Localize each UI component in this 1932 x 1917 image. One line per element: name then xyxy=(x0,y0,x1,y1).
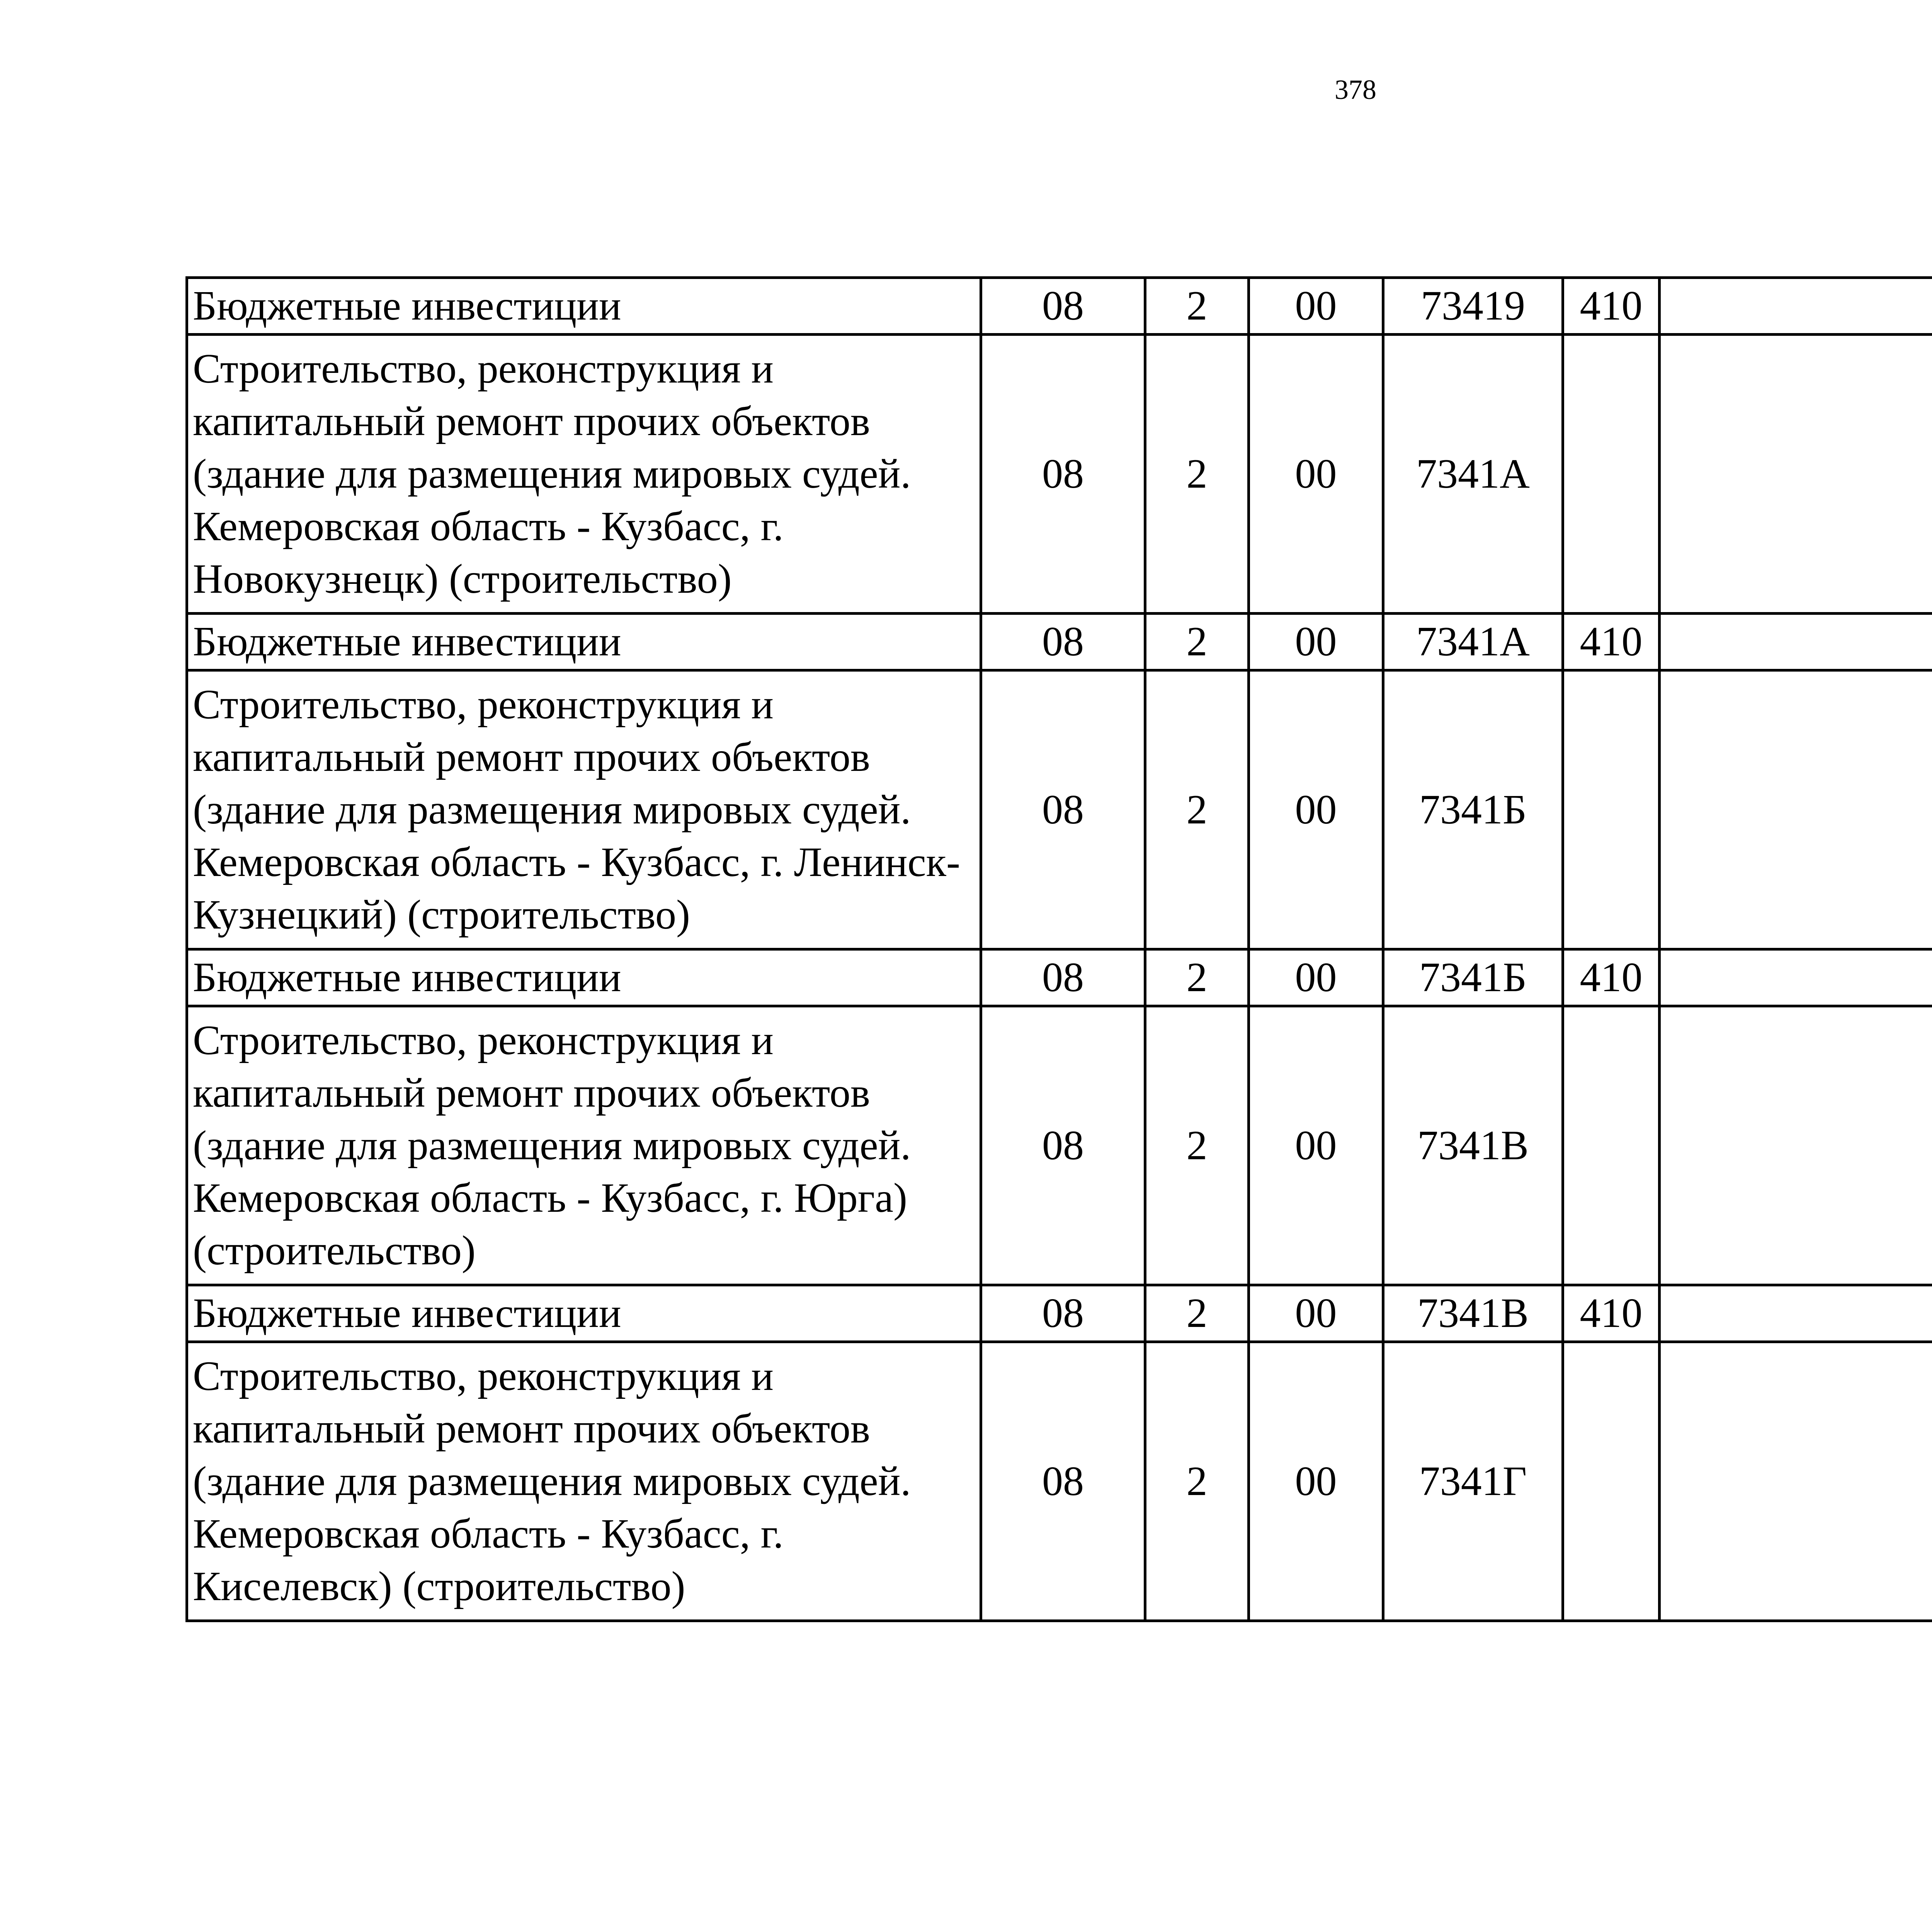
table-row xyxy=(187,670,1932,949)
type-cell: 410 xyxy=(1563,614,1660,670)
subprogram-cell: 00 xyxy=(1249,670,1383,949)
amount-cell-1 xyxy=(1660,614,1932,670)
subprogram-cell: 00 xyxy=(1249,278,1383,335)
program-cell: 2 xyxy=(1145,949,1249,1006)
section-cell: 08 xyxy=(981,670,1145,949)
row-name-cell: Строительство, реконструкция и капитальный ремонт прочих объектов (здание для размещения мировых судей. Кемеровская область - Кузбасс, г. Ленинск-Кузнецкий) (строительство) xyxy=(187,670,981,949)
code-cell: 7341Б xyxy=(1383,670,1563,949)
amount-cell-1 xyxy=(1660,670,1932,949)
row-name-cell: Строительство, реконструкция и капитальный ремонт прочих объектов (здание для размещения мировых судей. Кемеровская область - Кузбасс, г. Киселевск) (строительство) xyxy=(187,1342,981,1621)
row-name-cell: Бюджетные инвестиции xyxy=(187,278,981,335)
table-row xyxy=(187,614,1932,670)
table-row xyxy=(187,335,1932,614)
code-cell: 7341Г xyxy=(1383,1342,1563,1621)
section-cell: 08 xyxy=(981,1342,1145,1621)
program-cell: 2 xyxy=(1145,335,1249,614)
subprogram-cell: 00 xyxy=(1249,1006,1383,1285)
subprogram-cell: 00 xyxy=(1249,949,1383,1006)
section-cell: 08 xyxy=(981,949,1145,1006)
table-row xyxy=(187,278,1932,335)
program-cell: 2 xyxy=(1145,614,1249,670)
program-cell: 2 xyxy=(1145,1342,1249,1621)
code-cell: 7341В xyxy=(1383,1285,1563,1342)
program-cell: 2 xyxy=(1145,670,1249,949)
row-name-cell: Бюджетные инвестиции xyxy=(187,949,981,1006)
table-row xyxy=(187,1342,1932,1621)
section-cell: 08 xyxy=(981,278,1145,335)
amount-cell-1 xyxy=(1660,1285,1932,1342)
table-row xyxy=(187,1285,1932,1342)
section-cell: 08 xyxy=(981,1006,1145,1285)
row-name-cell: Строительство, реконструкция и капитальный ремонт прочих объектов (здание для размещения мировых судей. Кемеровская область - Кузбасс, г. Новокузнецк) (строительство) xyxy=(187,335,981,614)
type-cell xyxy=(1563,1342,1660,1621)
amount-cell-1 xyxy=(1660,1006,1932,1285)
type-cell xyxy=(1563,1006,1660,1285)
code-cell: 7341Б xyxy=(1383,949,1563,1006)
row-name-cell: Строительство, реконструкция и капитальный ремонт прочих объектов (здание для размещения мировых судей. Кемеровская область - Кузбасс, г. Юрга) (строительство) xyxy=(187,1006,981,1285)
subprogram-cell: 00 xyxy=(1249,335,1383,614)
section-cell: 08 xyxy=(981,1285,1145,1342)
subprogram-cell: 00 xyxy=(1249,614,1383,670)
table-row xyxy=(187,949,1932,1006)
code-cell: 7341А xyxy=(1383,614,1563,670)
program-cell: 2 xyxy=(1145,278,1249,335)
section-cell: 08 xyxy=(981,335,1145,614)
section-cell: 08 xyxy=(981,614,1145,670)
program-cell: 2 xyxy=(1145,1285,1249,1342)
subprogram-cell: 00 xyxy=(1249,1342,1383,1621)
page-number: 378 xyxy=(1335,74,1376,105)
budget-table xyxy=(185,276,1932,1622)
amount-cell-1 xyxy=(1660,278,1932,335)
type-cell: 410 xyxy=(1563,1285,1660,1342)
type-cell xyxy=(1563,670,1660,949)
type-cell: 410 xyxy=(1563,949,1660,1006)
code-cell: 73419 xyxy=(1383,278,1563,335)
row-name-cell: Бюджетные инвестиции xyxy=(187,614,981,670)
table-row xyxy=(187,1006,1932,1285)
subprogram-cell: 00 xyxy=(1249,1285,1383,1342)
row-name-cell: Бюджетные инвестиции xyxy=(187,1285,981,1342)
amount-cell-1 xyxy=(1660,335,1932,614)
program-cell: 2 xyxy=(1145,1006,1249,1285)
type-cell: 410 xyxy=(1563,278,1660,335)
code-cell: 7341А xyxy=(1383,335,1563,614)
amount-cell-1 xyxy=(1660,1342,1932,1621)
amount-cell-1 xyxy=(1660,949,1932,1006)
type-cell xyxy=(1563,335,1660,614)
code-cell: 7341В xyxy=(1383,1006,1563,1285)
